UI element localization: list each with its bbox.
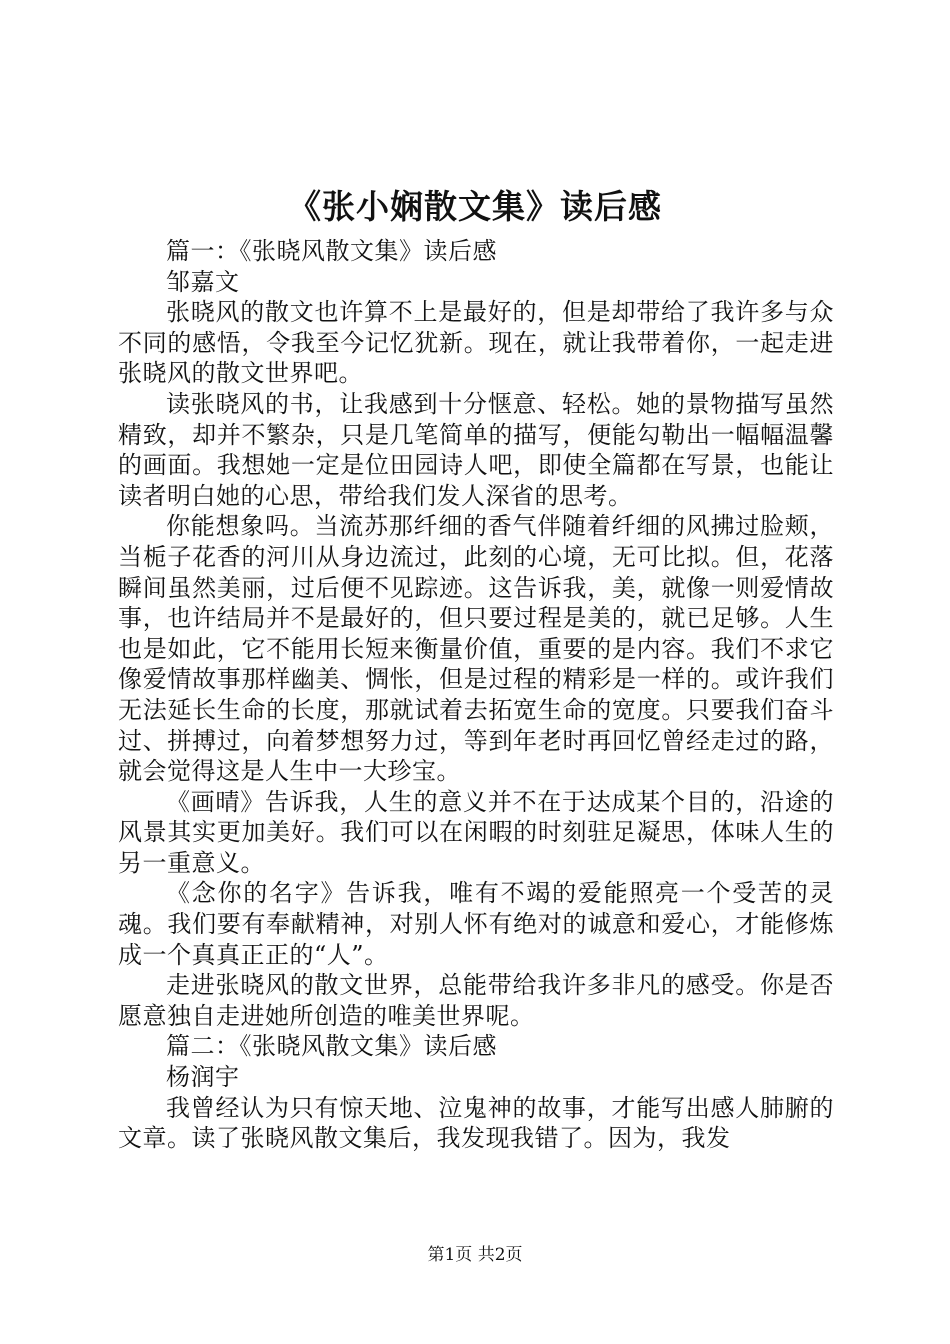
body-paragraph: 张晓风的散文也许算不上是最好的，但是却带给了我许多与众不同的感悟，令我至今记忆犹新。现在，就让我带着你，一起走进张晓风的散文世界吧。 [118,298,834,388]
body-paragraph: 走进张晓风的散文世界，总能带给我许多非凡的感受。你是否愿意独自走进她所创造的唯美世界呢。 [118,971,834,1030]
body-paragraph: 你能想象吗。当流苏那纤细的香气伴随着纤细的风拂过脸颊，当栀子花香的河川从身边流过，此刻的心境，无可比拟。但，花落瞬间虽然美丽，过后便不见踪迹。这告诉我，美，就像一则爱情故事，也许结局并不是最好的，但只要过程是美的，就已足够。人生也是如此，它不能用长短来衡量价值，重要的是内容。我们不求它像爱情故事那样幽美、惆怅，但是过程的精彩是一样的。或许我们无法延长生命的长度，那就试着去拓宽生命的宽度。只要我们奋斗过、拼搏过，向着梦想努力过，等到年老时再回忆曾经走过的路，就会觉得这是人生中一大珍宝。 [118,512,834,786]
section-heading-2: 篇二：《张晓风散文集》读后感 [166,1032,497,1061]
body-paragraph: 读张晓风的书，让我感到十分惬意、轻松。她的景物描写虽然精致，却并不繁杂，只是几笔简单的描写，便能勾勒出一幅幅温馨的画面。我想她一定是位田园诗人吧，即使全篇都在写景，也能让读者明白她的心思，带给我们发人深省的思考。 [118,389,834,510]
document-title: 《张小娴散文集》读后感 [288,187,662,226]
body-paragraph: 我曾经认为只有惊天地、泣鬼神的故事，才能写出感人肺腑的文章。读了张晓风散文集后，我发现我错了。因为，我发 [118,1093,834,1153]
section-heading-1: 篇一：《张晓风散文集》读后感 [166,237,497,265]
document-body [118,236,834,1154]
author-name-1: 邹嘉文 [166,267,240,296]
page-footer: 第1页 共2页 [427,1245,523,1265]
body-paragraph: 《画晴》告诉我，人生的意义并不在于达成某个目的，沿途的风景其实更加美好。我们可以在闲暇的时刻驻足凝思，体味人生的另一重意义。 [118,787,834,877]
body-paragraph: 《念你的名字》告诉我，唯有不竭的爱能照亮一个受苦的灵魂。我们要有奉献精神，对别人怀有绝对的诚意和爱心，才能修炼成一个真真正正的“人”。 [118,879,834,969]
author-name-2: 杨润宇 [166,1063,240,1092]
